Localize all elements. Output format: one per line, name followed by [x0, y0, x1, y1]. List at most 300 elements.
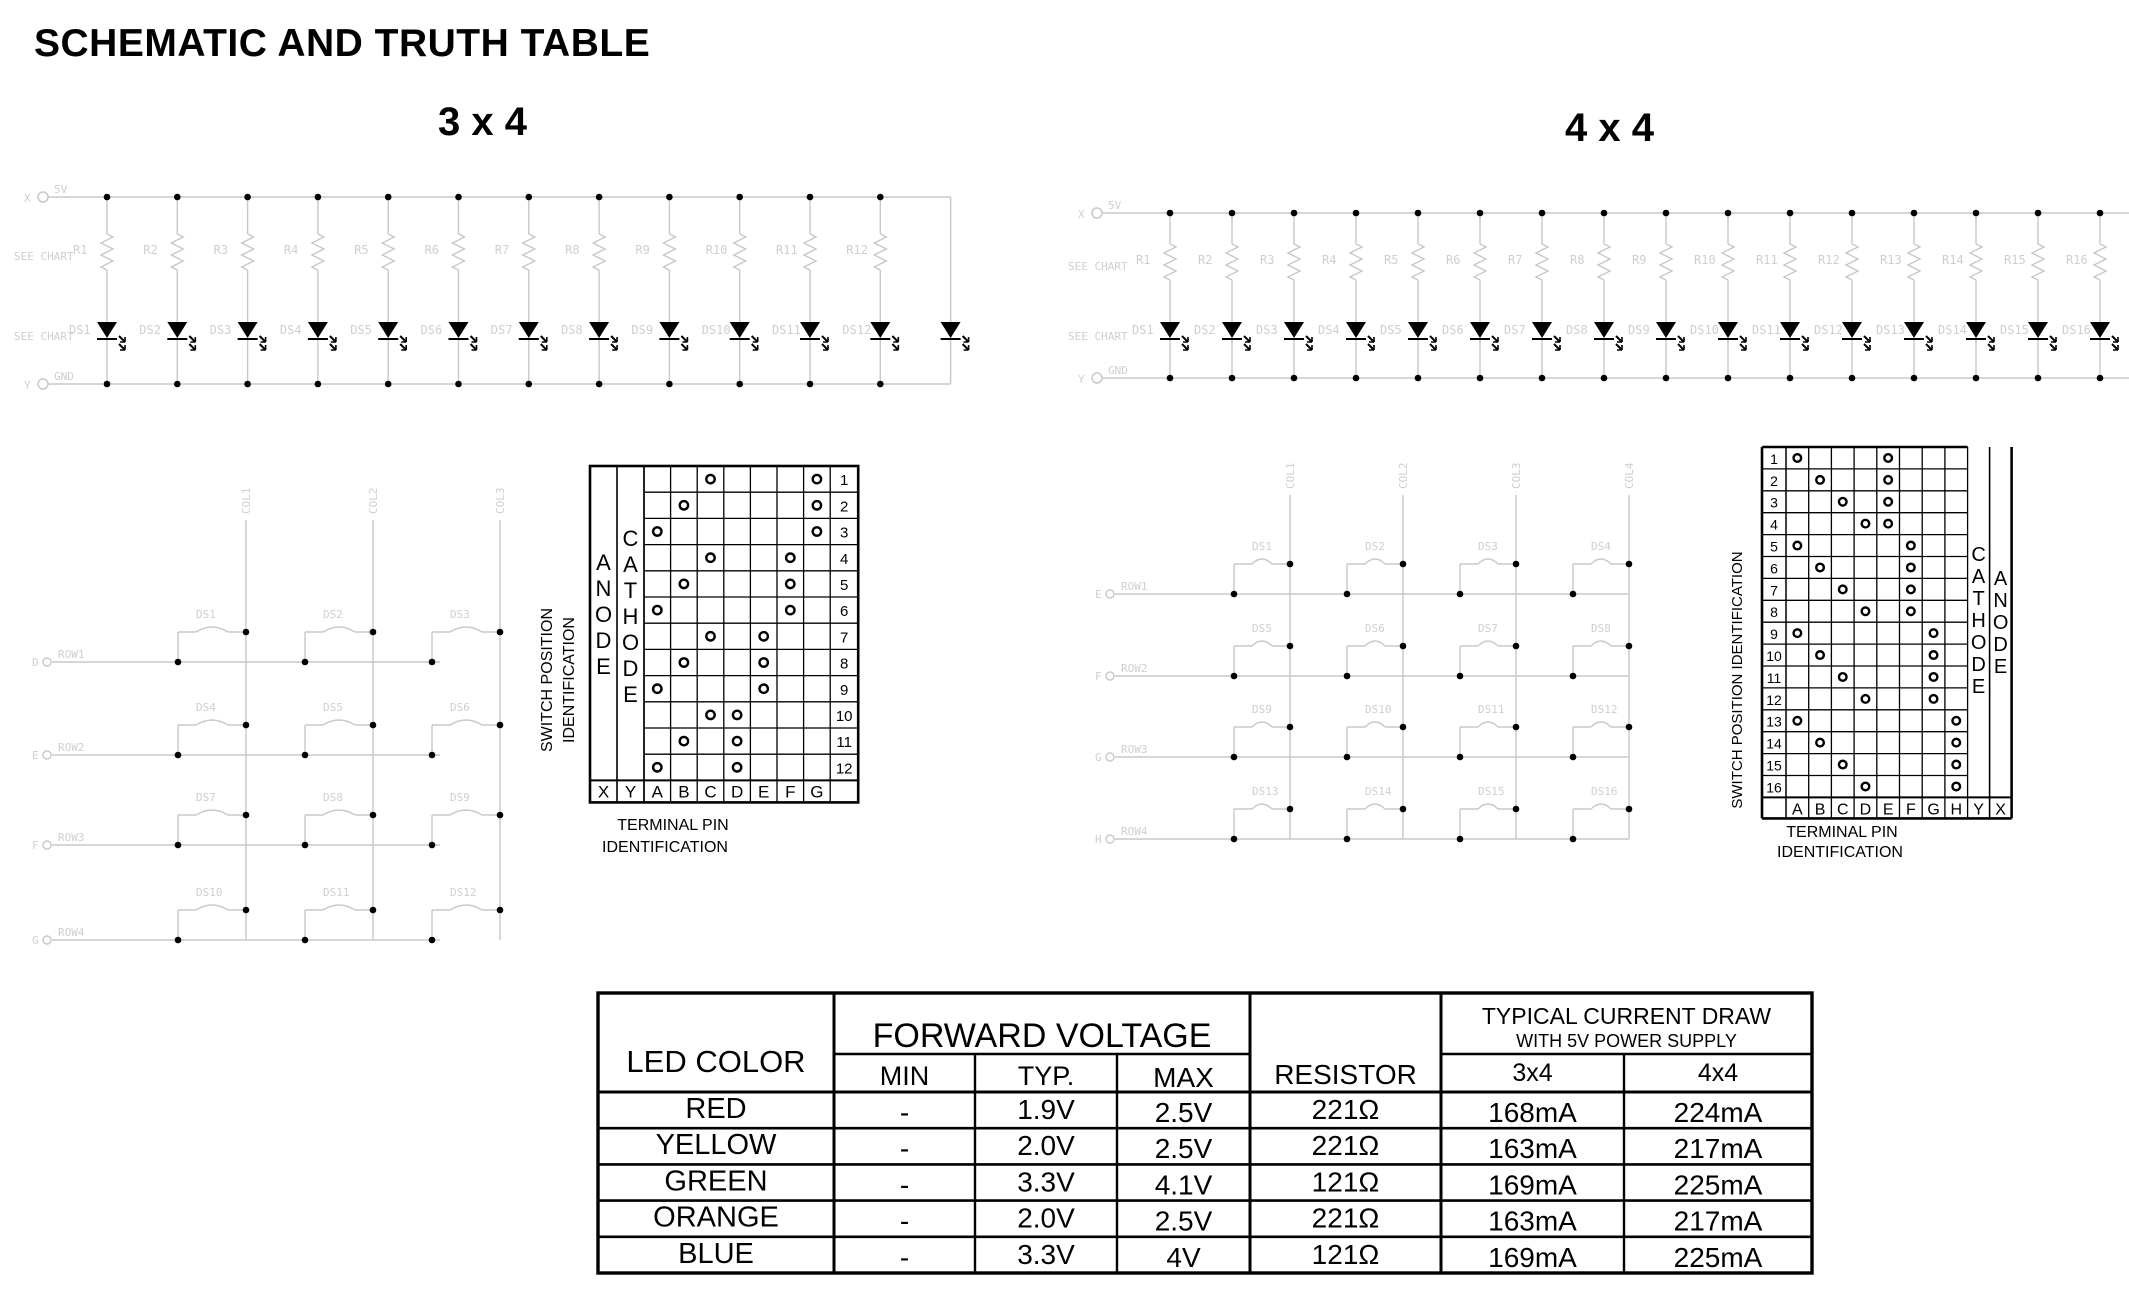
s4-led-16 [2090, 322, 2118, 350]
tt4-cathode-5: D [1971, 654, 1986, 676]
led-spec-table [598, 993, 1812, 1273]
tt3-row-num-5: 5 [840, 577, 849, 594]
tt4-anode-1: N [1993, 590, 2008, 612]
s4-led-label-11: DS11 [1752, 323, 1781, 337]
s4-resistor-label-9: R9 [1632, 253, 1647, 267]
tt4-dot-5-A [1794, 542, 1802, 550]
s4-resistor-label-2: R2 [1198, 253, 1213, 267]
m4-row-node-8 [1570, 673, 1577, 680]
m4-switch-label-5: DS5 [1252, 622, 1272, 635]
led-row-4-c4x4: 217mA [1673, 1205, 1763, 1237]
s4-led-8 [1594, 322, 1622, 350]
s3-led-label-8: DS8 [561, 323, 583, 337]
m3-switch-label-7: DS7 [196, 791, 216, 804]
s3-pin-y-label: Y [24, 379, 31, 392]
s3-junction-top-10 [736, 194, 743, 201]
tt4-row-num-14: 14 [1766, 735, 1782, 752]
m4-switch-4 [1591, 559, 1611, 564]
s4-led-label-2: DS2 [1194, 323, 1216, 337]
s4-junction-top-14 [1973, 210, 1980, 217]
s4-resistor-4 [1350, 244, 1362, 280]
m4-col-node-16 [1626, 806, 1633, 813]
tt3-row-num-11: 11 [836, 734, 852, 752]
tt3-dot-7-E [760, 632, 768, 640]
tt3-dot-5-B [680, 580, 688, 588]
led-row-2-max: 2.5V [1154, 1133, 1213, 1165]
s3-junction-bottom-5 [385, 381, 392, 388]
tt3-col-F: F [785, 782, 796, 802]
tt4-col-B: B [1814, 801, 1826, 819]
tt3-row-num-8: 8 [840, 655, 849, 673]
m4-switch-5 [1252, 641, 1272, 646]
s3-resistor-label-1: R1 [73, 243, 88, 257]
s4-led-label-4: DS4 [1318, 323, 1340, 337]
s3-junction-bottom-6 [455, 381, 462, 388]
m4-switch-label-2: DS2 [1365, 540, 1385, 553]
s3-junction-bottom-4 [315, 381, 322, 388]
m3-switch-11 [323, 905, 355, 910]
s4-led-label-9: DS9 [1628, 323, 1650, 337]
tt3-row-num-4: 4 [840, 550, 849, 568]
subtitle-4x4: 4 x 4 [1565, 106, 1654, 150]
s3-led-strip [14, 183, 969, 392]
m3-col-node-5 [370, 722, 377, 729]
s4-resistor-11 [1784, 244, 1796, 280]
led-row-3-max: 4.1V [1154, 1169, 1213, 1201]
m3-switch-6 [450, 720, 482, 725]
tt3-row-num-10: 10 [835, 708, 853, 725]
tt3-col-D: D [730, 782, 744, 802]
h-current-1: TYPICAL CURRENT DRAW [1481, 1003, 1772, 1029]
s3-resistor-label-8: R8 [565, 243, 580, 257]
s3-led-7 [519, 322, 547, 350]
s4-resistor-label-6: R6 [1446, 253, 1461, 267]
s4-resistor-label-14: R14 [1942, 253, 1964, 267]
m3-switch-label-3: DS3 [450, 608, 470, 621]
s3-resistor-6 [453, 234, 465, 270]
s3-led-4 [308, 322, 336, 350]
m3-row-label-1: ROW1 [58, 648, 85, 661]
m3-switch-4 [196, 720, 228, 725]
led-row-1-c4x4: 224mA [1673, 1097, 1763, 1128]
m4-row-node-11 [1457, 754, 1464, 761]
m4-switch-2 [1365, 559, 1385, 564]
m3-col-node-1 [243, 629, 250, 636]
s4-led-label-16: DS16 [2062, 323, 2091, 337]
led-row-4-resistor: 221Ω [1311, 1202, 1380, 1234]
s4-resistor-label-16: R16 [2066, 253, 2088, 267]
h-4x4: 4x4 [1697, 1059, 1739, 1087]
s3-junction-bottom-3 [244, 381, 251, 388]
tt4-dot-2-E [1884, 476, 1892, 484]
s3-led-label-6: DS6 [420, 323, 443, 337]
tt4-cathode-1: A [1971, 566, 1986, 588]
tt4-dot-6-F [1907, 564, 1915, 572]
led-row-1-min: - [899, 1097, 910, 1128]
m3-row-node-6 [429, 752, 436, 759]
tt3-row-num-9: 9 [840, 681, 849, 699]
s3-resistor-11 [804, 234, 816, 270]
tt3-dot-9-E [760, 685, 768, 693]
s3-led-3 [238, 322, 266, 350]
m3-switch-label-10: DS10 [196, 886, 223, 899]
s4-led-6 [1470, 322, 1498, 350]
tt4-dot-16-D [1862, 783, 1870, 791]
tt4-dot-10-B [1816, 651, 1824, 659]
s4-rail-gnd-label: GND [1108, 364, 1128, 377]
m3-switch-label-12: DS12 [450, 886, 477, 899]
s4-junction-bottom-2 [1229, 375, 1236, 382]
m4-row-node-13 [1231, 836, 1238, 843]
m3-row-node-5 [302, 752, 309, 759]
m3-col-node-3 [497, 629, 504, 636]
m4-col-node-1 [1287, 561, 1294, 568]
tt3-dot-6-A [653, 606, 661, 614]
tt4-dot-12-G [1930, 695, 1938, 703]
h-max: MAX [1153, 1062, 1214, 1093]
tt4-dot-7-F [1907, 586, 1915, 594]
m3-row-label-4: ROW4 [58, 926, 85, 939]
s4-resistor-10 [1722, 244, 1734, 280]
m4-col-label-1: COL1 [1284, 462, 1297, 489]
led-row-1-max: 2.5V [1154, 1097, 1213, 1128]
tt4-cathode-0: C [1971, 544, 1986, 566]
s3-junction-top-2 [174, 194, 181, 201]
m4-col-node-6 [1400, 643, 1407, 650]
m4-col-node-3 [1513, 561, 1520, 568]
s3-resistor-label-12: R12 [846, 243, 868, 257]
s4-junction-bottom-7 [1539, 375, 1546, 382]
m4-switch-16 [1591, 804, 1611, 809]
s3-led-10 [730, 322, 758, 350]
led-row-5-resistor: 121Ω [1311, 1238, 1380, 1270]
tt4-dot-1-A [1794, 454, 1802, 462]
led-row-1-resistor: 221Ω [1311, 1094, 1380, 1125]
tt4-side-label: SWITCH POSITION IDENTIFICATION [1729, 551, 1746, 809]
tt4-col-X: X [1995, 801, 2006, 819]
tt4-row-num-9: 9 [1770, 626, 1778, 643]
m3-switch-label-5: DS5 [323, 701, 343, 714]
m4-switch-14 [1365, 804, 1385, 809]
s3-resistor-3 [242, 234, 254, 270]
subtitle-3x4: 3 x 4 [438, 100, 527, 144]
m3-switch-2 [323, 627, 355, 632]
led-row-3-c3x4: 169mA [1488, 1169, 1577, 1201]
tt3-col-G: G [810, 782, 824, 802]
m4-row-node-16 [1570, 836, 1577, 843]
s4-resistor-14 [1970, 244, 1982, 280]
m3-switch-matrix [32, 488, 507, 948]
m3-switch-label-11: DS11 [323, 886, 350, 899]
led-row-3-color: GREEN [664, 1165, 768, 1198]
m4-row-node-6 [1344, 673, 1351, 680]
tt4-row-num-16: 16 [1766, 779, 1782, 796]
s3-junction-bottom-2 [174, 381, 181, 388]
m4-row-label-1: ROW1 [1121, 580, 1148, 593]
s4-led-label-5: DS5 [1380, 323, 1402, 337]
tt4-row-num-12: 12 [1766, 691, 1782, 708]
s4-junction-top-2 [1229, 210, 1236, 217]
m4-switch-10 [1365, 722, 1385, 727]
s4-led-label-3: DS3 [1256, 323, 1278, 337]
tt4-dot-14-B [1816, 739, 1824, 747]
tt4-col-Y: Y [1973, 801, 1984, 819]
m4-switch-9 [1252, 722, 1272, 727]
m3-switch-8 [323, 810, 355, 815]
s4-resistor-label-7: R7 [1508, 253, 1523, 267]
tt3-dot-4-F [786, 554, 794, 562]
m4-row-node-12 [1570, 754, 1577, 761]
m4-switch-label-11: DS11 [1478, 703, 1505, 716]
s3-resistor-4 [312, 234, 324, 270]
m4-row-node-4 [1570, 591, 1577, 598]
tt3-dot-10-C [706, 711, 714, 719]
s4-junction-bottom-5 [1415, 375, 1422, 382]
m3-switch-1 [196, 627, 228, 632]
m4-switch-label-1: DS1 [1252, 540, 1272, 553]
s4-see-chart-r: SEE CHART [1068, 260, 1128, 273]
tt4-dot-13-H [1952, 717, 1960, 725]
tt3-anode-1: N [595, 576, 612, 601]
led-row-5-min: - [899, 1241, 910, 1273]
m4-col-label-2: COL2 [1397, 462, 1410, 489]
m4-switch-label-14: DS14 [1365, 785, 1392, 798]
s4-junction-top-12 [1849, 210, 1856, 217]
s4-resistor-6 [1474, 244, 1486, 280]
s3-junction-top-5 [385, 194, 392, 201]
s4-resistor-5 [1412, 244, 1424, 280]
s4-resistor-label-1: R1 [1136, 253, 1151, 267]
m4-switch-matrix [1095, 462, 1636, 846]
s4-resistor-9 [1660, 244, 1672, 280]
led-row-3-c4x4: 225mA [1673, 1169, 1763, 1201]
s3-junction-top-6 [455, 194, 462, 201]
m3-switch-9 [450, 810, 482, 815]
m3-row-node-3 [429, 659, 436, 666]
tt3-dot-4-C [706, 554, 714, 562]
led-row-4-max: 2.5V [1154, 1205, 1213, 1237]
s4-junction-bottom-3 [1291, 375, 1298, 382]
led-row-3-min: - [899, 1169, 910, 1201]
tt4-row-num-8: 8 [1770, 604, 1778, 621]
m4-switch-label-10: DS10 [1365, 703, 1392, 716]
s3-resistor-9 [663, 234, 675, 270]
s4-junction-top-6 [1477, 210, 1484, 217]
s4-junction-bottom-8 [1601, 375, 1608, 382]
m4-switch-label-3: DS3 [1478, 540, 1498, 553]
tt3-dot-3-G [813, 527, 821, 535]
tt4-anode-4: E [1993, 656, 2008, 678]
h-forward-voltage: FORWARD VOLTAGE [872, 1017, 1212, 1055]
led-row-2-c4x4: 217mA [1673, 1133, 1763, 1165]
m3-row-node-8 [302, 842, 309, 849]
m3-col-label-2: COL2 [367, 487, 380, 514]
led-row-5-max: 4V [1166, 1241, 1201, 1273]
s4-led-15 [2028, 322, 2056, 350]
m3-switch-label-2: DS2 [323, 608, 343, 621]
tt3-cathode-2: T [623, 578, 638, 603]
led-row-1-c3x4: 168mA [1488, 1097, 1577, 1128]
tt4-dot-13-A [1794, 717, 1802, 725]
led-row-5-typ: 3.3V [1017, 1238, 1075, 1270]
s3-junction-top-1 [104, 194, 111, 201]
s4-junction-top-3 [1291, 210, 1298, 217]
s4-resistor-label-12: R12 [1818, 253, 1840, 267]
led-row-2-min: - [899, 1133, 910, 1165]
s3-led-label-7: DS7 [490, 323, 513, 337]
m4-row-label-2: ROW2 [1121, 662, 1148, 675]
tt3-cathode-5: D [622, 656, 639, 681]
m3-col-label-3: COL3 [494, 487, 507, 514]
s3-led-5 [378, 322, 406, 350]
s3-junction-bottom-1 [104, 381, 111, 388]
led-row-3-resistor: 121Ω [1311, 1166, 1380, 1198]
tt4-col-H: H [1950, 801, 1963, 819]
tt4-row-num-5: 5 [1770, 538, 1778, 555]
led-row-2-color: YELLOW [655, 1129, 777, 1162]
led-row-4-color: ORANGE [653, 1201, 779, 1234]
tt3-side-label-1: SWITCH POSITION [539, 608, 556, 752]
s3-resistor-12 [874, 234, 886, 270]
tt3-row-num-12: 12 [835, 760, 853, 778]
tt3-dot-9-A [653, 685, 661, 693]
s4-resistor-label-3: R3 [1260, 253, 1275, 267]
tt3-anode-0: A [596, 550, 611, 575]
tt4-dot-4-D [1862, 520, 1870, 528]
m4-col-node-12 [1626, 724, 1633, 731]
m4-col-label-4: COL4 [1623, 462, 1636, 489]
m3-row-node-9 [429, 842, 436, 849]
s4-junction-bottom-11 [1787, 375, 1794, 382]
h-current-2: WITH 5V POWER SUPPLY [1516, 1031, 1737, 1051]
s3-junction-top-3 [244, 194, 251, 201]
m3-switch-10 [196, 905, 228, 910]
s4-resistor-15 [2032, 244, 2044, 280]
s3-resistor-1 [101, 234, 113, 270]
s3-led-end [941, 322, 969, 350]
m4-col-node-15 [1513, 806, 1520, 813]
s4-led-12 [1842, 322, 1870, 350]
s4-led-label-13: DS13 [1876, 323, 1905, 337]
tt3-dot-3-A [653, 527, 661, 535]
s4-pin-top [1092, 208, 1102, 218]
s4-resistor-label-13: R13 [1880, 253, 1902, 267]
m4-switch-label-6: DS6 [1365, 622, 1385, 635]
s4-junction-top-1 [1167, 210, 1174, 217]
s3-junction-top-9 [666, 194, 673, 201]
s3-led-label-12: DS12 [842, 323, 872, 337]
led-row-1-color: RED [685, 1093, 747, 1125]
m4-row-pin-4: H [1095, 833, 1102, 846]
tt4-cathode-4: O [1970, 632, 1987, 654]
s4-led-label-12: DS12 [1814, 323, 1843, 337]
m4-switch-label-9: DS9 [1252, 703, 1272, 716]
m4-switch-6 [1365, 641, 1385, 646]
tt3-anode-4: E [596, 654, 611, 679]
s4-junction-bottom-10 [1725, 375, 1732, 382]
s3-resistor-label-4: R4 [283, 243, 299, 257]
m4-col-node-8 [1626, 643, 1633, 650]
tt4-dot-14-H [1952, 739, 1960, 747]
tt4-dot-15-C [1839, 761, 1847, 769]
s4-led-11 [1780, 322, 1808, 350]
m3-row-node-7 [175, 842, 182, 849]
m4-switch-label-13: DS13 [1252, 785, 1279, 798]
m4-switch-13 [1252, 804, 1272, 809]
m3-row-node-11 [302, 937, 309, 944]
m4-col-node-7 [1513, 643, 1520, 650]
m3-row-node-12 [429, 937, 436, 944]
tt4-row-num-6: 6 [1770, 560, 1778, 577]
s4-junction-top-9 [1663, 210, 1670, 217]
s3-resistor-label-2: R2 [143, 243, 158, 257]
tt3-dot-10-D [733, 711, 741, 719]
s3-led-6 [449, 322, 477, 350]
s4-junction-top-8 [1601, 210, 1608, 217]
s3-junction-top-7 [526, 194, 533, 201]
m3-switch-3 [450, 627, 482, 632]
m4-switch-3 [1478, 559, 1498, 564]
m3-row-pin-4: G [32, 934, 39, 947]
tt3-row-num-1: 1 [840, 472, 849, 490]
s4-led-2 [1222, 322, 1250, 350]
s4-junction-top-11 [1787, 210, 1794, 217]
s4-led-label-15: DS15 [2000, 323, 2029, 337]
s3-junction-bottom-8 [596, 381, 603, 388]
s3-resistor-7 [523, 234, 535, 270]
s3-junction-bottom-12 [877, 381, 884, 388]
tt3-dot-1-C [706, 475, 714, 483]
tt3-dot-12-D [733, 763, 741, 771]
s4-junction-bottom-1 [1167, 375, 1174, 382]
tt3-dot-12-A [653, 763, 661, 771]
s4-resistor-3 [1288, 244, 1300, 280]
tt4-dot-7-C [1839, 586, 1847, 594]
m3-switch-label-9: DS9 [450, 791, 470, 804]
led-row-1-typ: 1.9V [1017, 1094, 1075, 1125]
led-row-3-typ: 3.3V [1017, 1166, 1075, 1198]
m3-col-label-1: COL1 [240, 487, 253, 514]
tt3-col-Y: Y [624, 782, 637, 802]
m3-row-node-1 [175, 659, 182, 666]
m4-switch-label-4: DS4 [1591, 540, 1611, 553]
page-title: SCHEMATIC AND TRUTH TABLE [34, 22, 651, 65]
m4-row-label-3: ROW3 [1121, 743, 1148, 756]
m4-row-node-9 [1231, 754, 1238, 761]
s3-junction-top-4 [315, 194, 322, 201]
s3-led-label-3: DS3 [209, 323, 232, 337]
tt3-dot-5-F [786, 580, 794, 588]
m3-col-node-12 [497, 907, 504, 914]
m4-switch-11 [1478, 722, 1498, 727]
s4-led-strip [1068, 199, 2129, 386]
m3-switch-label-8: DS8 [323, 791, 343, 804]
s4-junction-bottom-14 [1973, 375, 1980, 382]
s4-resistor-7 [1536, 244, 1548, 280]
tt4-anode-2: O [1992, 612, 2009, 634]
h-min: MIN [879, 1061, 930, 1091]
s3-led-11 [800, 322, 828, 350]
s4-resistor-label-15: R15 [2004, 253, 2026, 267]
tt3-col-C: C [704, 782, 717, 802]
m4-switch-label-15: DS15 [1478, 785, 1505, 798]
m4-row-pin-2: F [1095, 670, 1102, 683]
m3-switch-5 [323, 720, 355, 725]
tt4-dot-11-G [1930, 673, 1938, 681]
s3-led-12 [870, 322, 898, 350]
h-led-color: LED COLOR [626, 1044, 806, 1079]
m3-col-node-8 [370, 812, 377, 819]
